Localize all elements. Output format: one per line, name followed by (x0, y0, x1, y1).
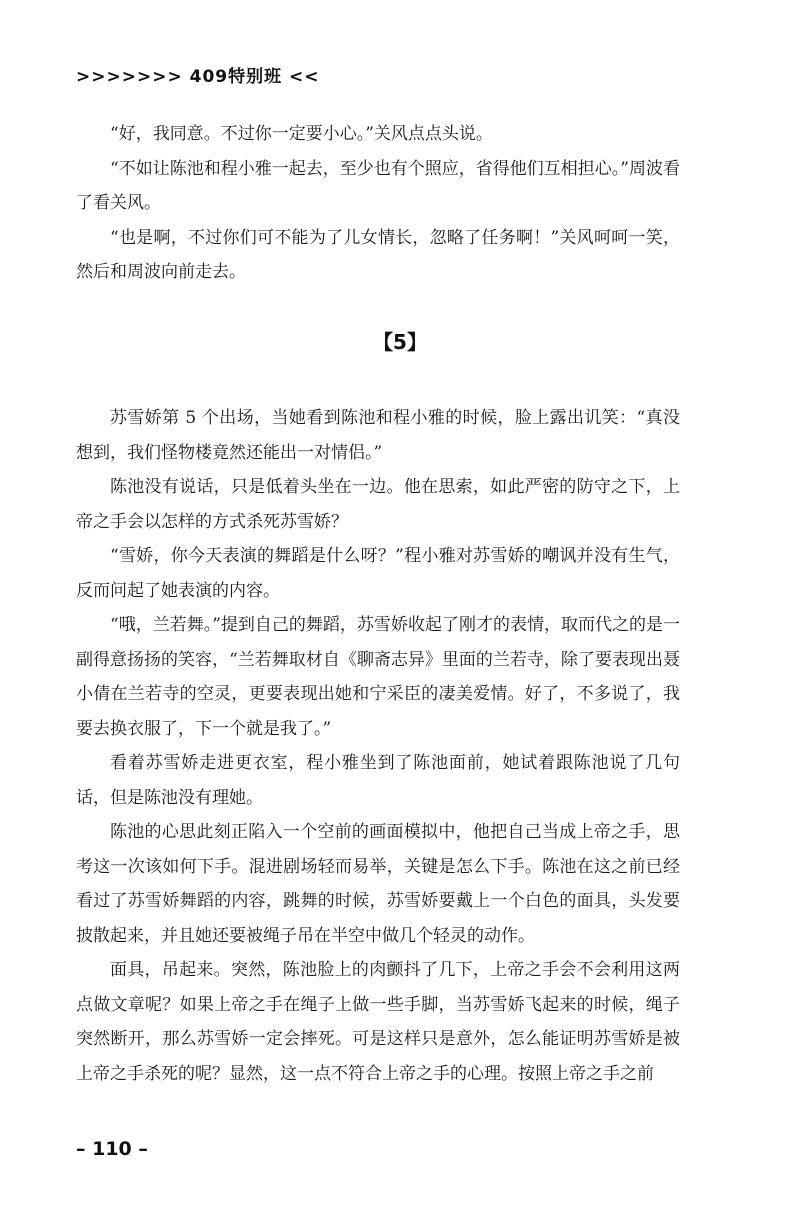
paragraph: 苏雪娇第 5 个出场，当她看到陈池和程小雅的时候，脸上露出讥笑：“真没想到，我们怪物楼竟然还能出一对情侣。” (76, 408, 680, 463)
running-header: >>>>>>> 409特别班 << (76, 67, 320, 87)
paragraph: “不如让陈池和程小雅一起去，至少也有个照应，省得他们互相担心。”周波看了看关风。 (76, 158, 680, 213)
page-number: – 110 – (76, 1138, 148, 1160)
paragraph: “也是啊，不过你们可不能为了儿女情长，忽略了任务啊！”关风呵呵一笑，然后和周波向前走去。 (76, 227, 680, 282)
paragraph: 陈池没有说话，只是低着头坐在一边。他在思索，如此严密的防守之下，上帝之手会以怎样的方式杀死苏雪娇？ (76, 477, 680, 532)
paragraph: “雪娇，你今天表演的舞蹈是什么呀？”程小雅对苏雪娇的嘲讽并没有生气，反而问起了她表演的内容。 (76, 546, 680, 601)
section-heading: 【5】 (373, 330, 427, 354)
paragraph: 面具，吊起来。突然，陈池脸上的肉颤抖了几下，上帝之手会不会利用这两点做文章呢？如果上帝之手在绳子上做一些手脚，当苏雪娇飞起来的时候，绳子突然断开，那么苏雪娇一定会摔死。可是这样只是意外，怎么能证明苏雪娇是被上帝之手杀死的呢？显然，这一点不符合上帝之手的心理。按照上帝之手之前 (76, 960, 680, 1084)
paragraph: “好，我同意。不过你一定要小心。”关风点点头说。 (110, 124, 493, 144)
paragraph: “哦，兰若舞。”提到自己的舞蹈，苏雪娇收起了刚才的表情，取而代之的是一副得意扬扬的笑容，“兰若舞取材自《聊斋志异》里面的兰若寺，除了要表现出聂小倩在兰若寺的空灵，更要表现出她和宁采臣的凄美爱情。好了，不多说了，我要去换衣服了，下一个就是我了。” (76, 615, 680, 739)
text-block-before-section (76, 117, 680, 290)
text-block-section-5 (76, 401, 680, 1091)
paragraph: 看着苏雪娇走进更衣室，程小雅坐到了陈池面前，她试着跟陈池说了几句话，但是陈池没有理她。 (76, 753, 680, 808)
paragraph: 陈池的心思此刻正陷入一个空前的画面模拟中，他把自己当成上帝之手，思考这一次该如何下手。混进剧场轻而易举，关键是怎么下手。陈池在这之前已经看过了苏雪娇舞蹈的内容，跳舞的时候，苏雪娇要戴上一个白色的面具，头发要披散起来，并且她还要被绳子吊在半空中做几个轻灵的动作。 (76, 822, 680, 946)
